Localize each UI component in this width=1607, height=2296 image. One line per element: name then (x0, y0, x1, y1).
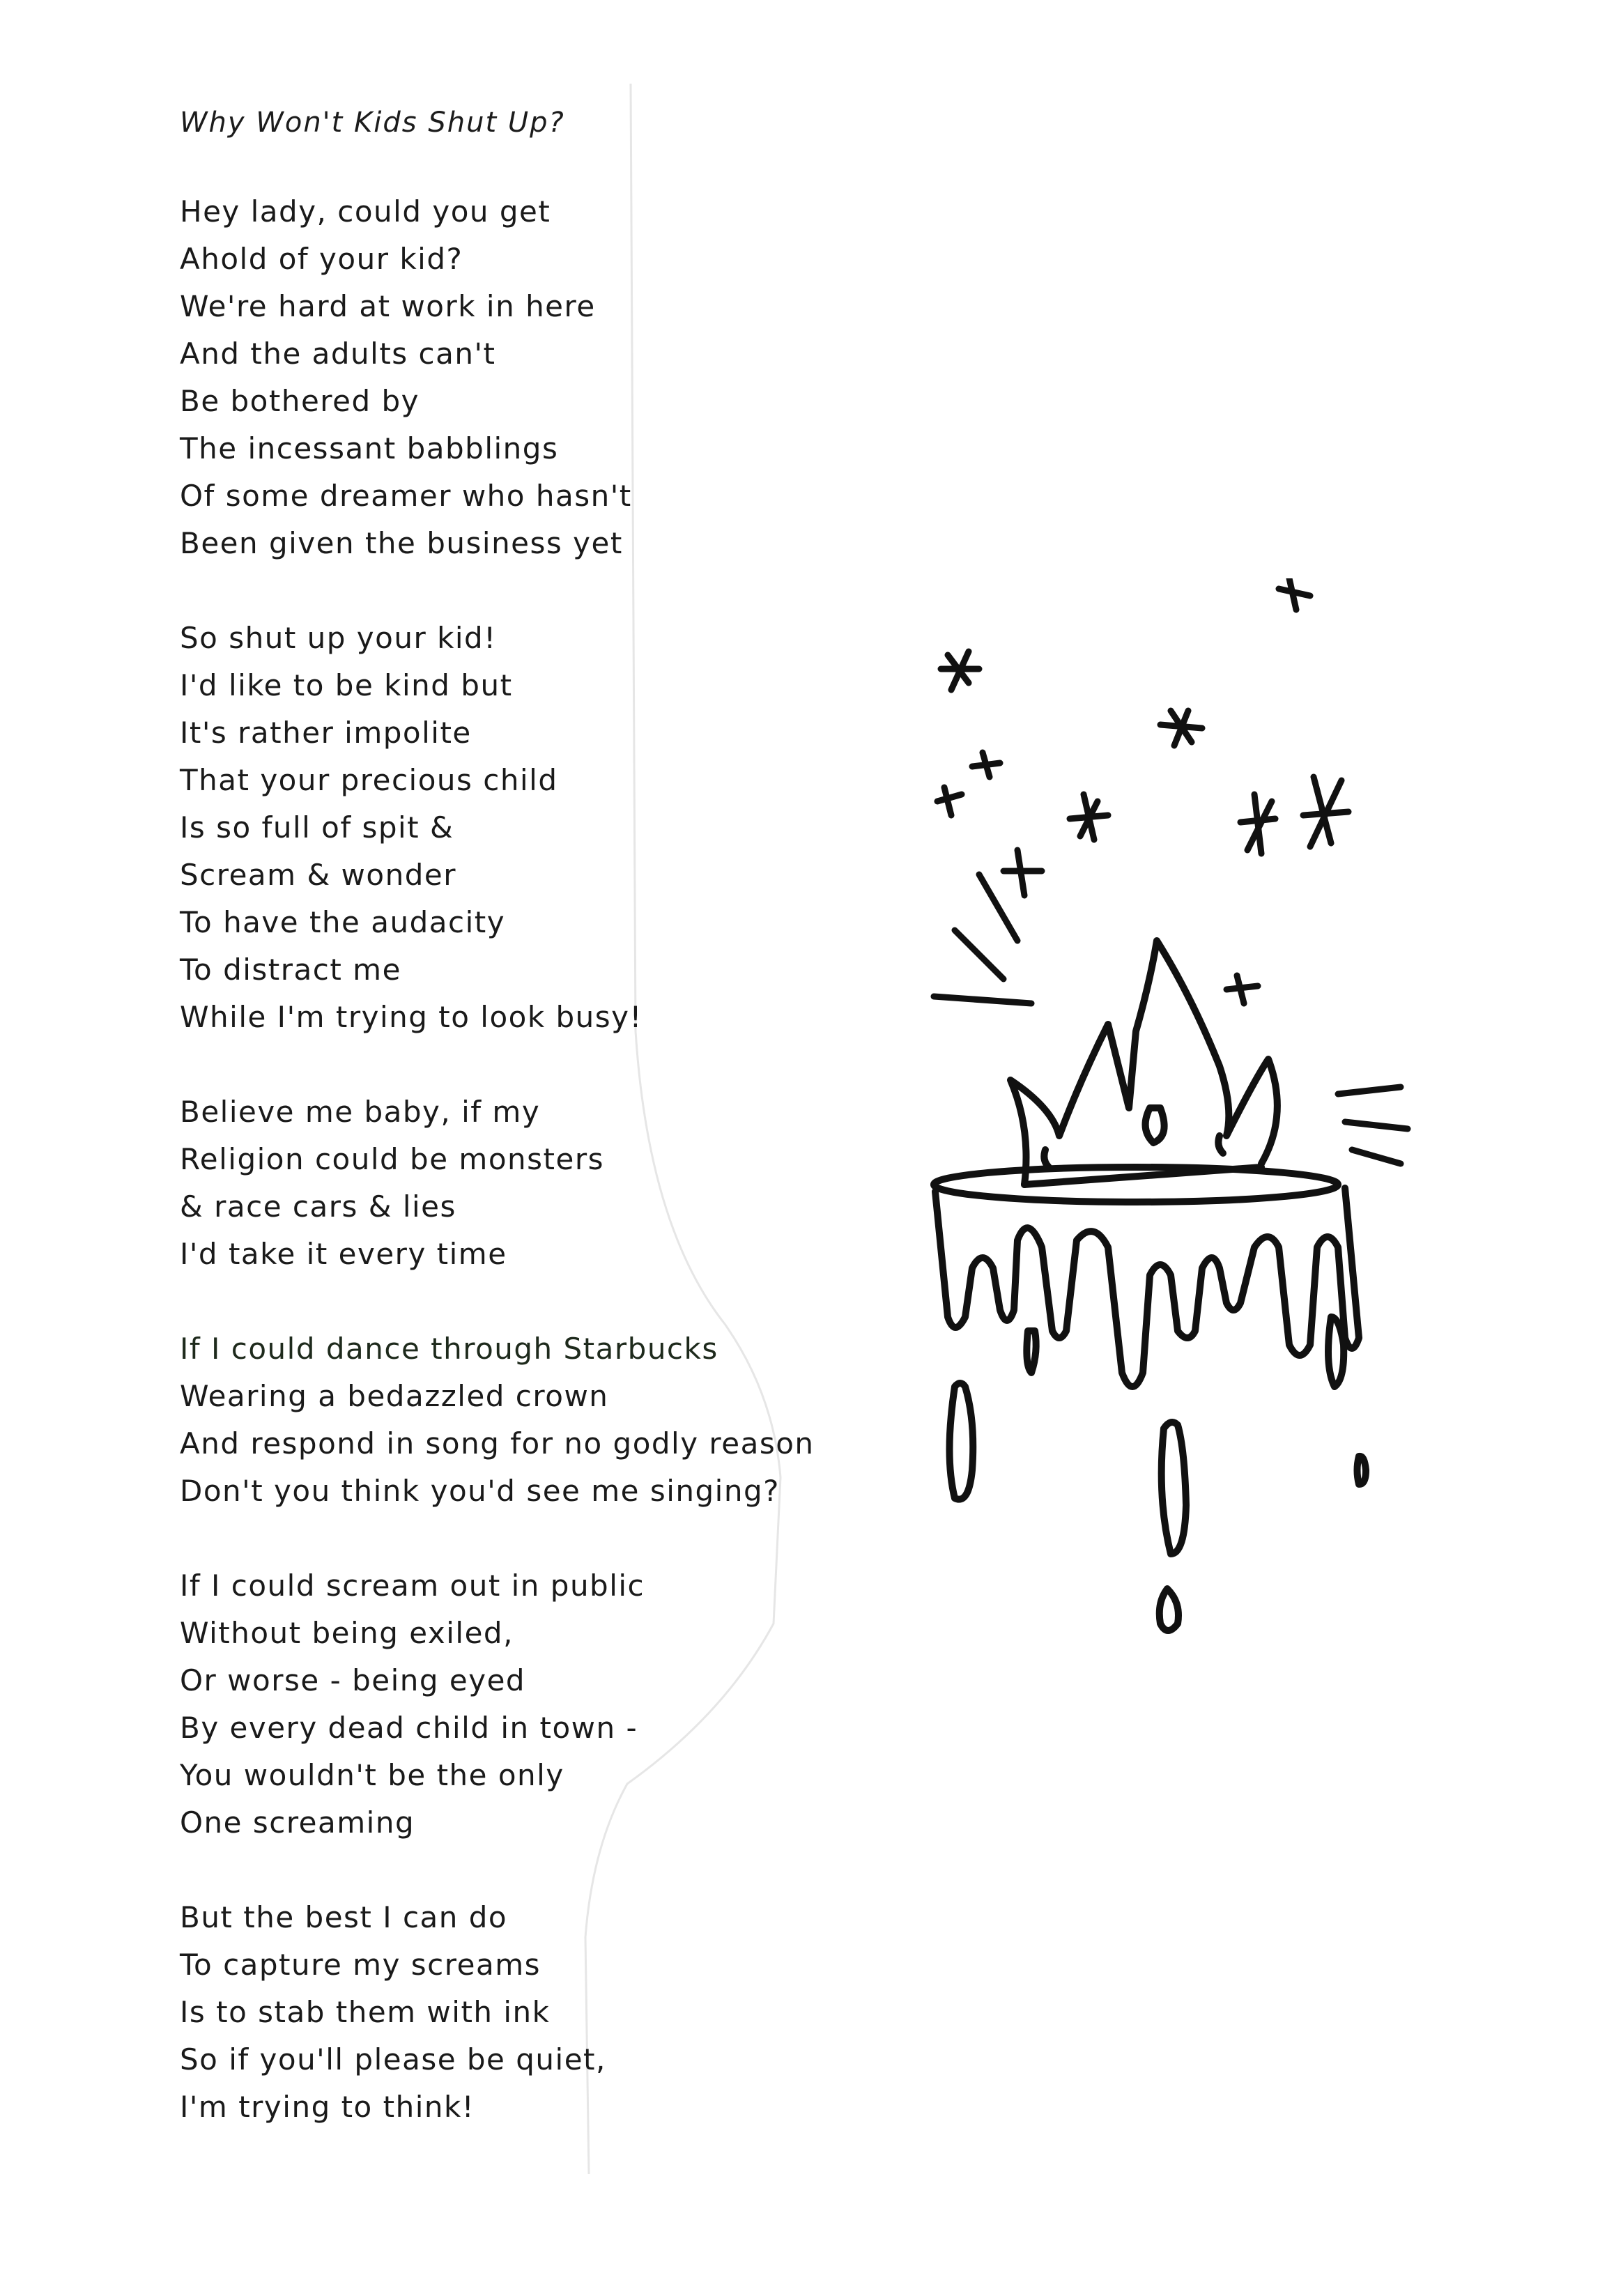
stanza-6 (180, 1894, 807, 2131)
melting-drips (935, 1188, 1366, 1631)
poem-line: I'd like to be kind but (180, 668, 513, 702)
star-icon (1303, 777, 1348, 847)
poem-line: While I'm trying to look busy! (180, 1000, 643, 1034)
poem-line: Without being exiled, (180, 1616, 514, 1650)
poem-line: If I could dance through Starbucks (180, 1332, 718, 1366)
star-icon (1279, 578, 1310, 610)
poem-line: To capture my screams (180, 1948, 541, 1982)
poem-line: Of some dreamer who hasn't (180, 479, 632, 513)
poem-title: Why Won't Kids Shut Up? (180, 107, 565, 139)
star-icon (1004, 850, 1042, 895)
stanza-4 (180, 1325, 815, 1515)
stanza-5 (180, 1562, 807, 1847)
star-icon (941, 652, 979, 690)
poem-line: And respond in song for no godly reason (180, 1426, 815, 1461)
poem-line: That your precious child (180, 763, 558, 797)
poem-line: Or worse - being eyed (180, 1663, 526, 1697)
star-icon (1160, 711, 1202, 746)
poem-line: Be bothered by (180, 384, 420, 418)
poem-line: Hey lady, could you get (180, 194, 551, 229)
poem-line: So shut up your kid! (180, 621, 497, 655)
poem-line: But the best I can do (180, 1900, 508, 1934)
poem-line: To distract me (180, 953, 401, 987)
stars-group (937, 578, 1348, 1003)
poem-line: Is so full of spit & (180, 810, 454, 845)
poem-line: Religion could be monsters (180, 1142, 604, 1176)
poem-line: You wouldn't be the only (180, 1758, 564, 1792)
star-icon (1227, 976, 1258, 1003)
poem-line: To have the audacity (180, 905, 506, 939)
melting-flaming-crown-illustration (927, 578, 1526, 1777)
star-icon (1240, 794, 1275, 854)
star-icon (1070, 794, 1108, 840)
poem (180, 105, 815, 2178)
poem-line: It's rather impolite (180, 716, 472, 750)
poem-line: Is to stab them with ink (180, 1995, 551, 2029)
poem-line: By every dead child in town - (180, 1711, 638, 1745)
poem-line: Ahold of your kid? (180, 242, 463, 276)
poem-line: I'm trying to think! (180, 2090, 475, 2124)
poem-line: The incessant babblings (180, 431, 559, 465)
stanza-1 (180, 188, 807, 567)
melting-flaming-crown-with-stars-icon (927, 578, 1526, 1777)
stanza-3 (180, 1088, 807, 1278)
poem-line: We're hard at work in here (180, 289, 596, 323)
poem-line: I'd take it every time (180, 1237, 507, 1271)
poem-line: & race cars & lies (180, 1189, 456, 1224)
poem-line: One screaming (180, 1805, 415, 1840)
poem-line: Been given the business yet (180, 526, 623, 560)
star-icon (972, 753, 1000, 777)
motion-lines (934, 875, 1408, 1164)
poem-line: Don't you think you'd see me singing? (180, 1474, 780, 1508)
crown-ring (934, 1167, 1338, 1202)
poem-line: So if you'll please be quiet, (180, 2042, 606, 2077)
poem-line: Believe me baby, if my (180, 1095, 541, 1129)
poem-line: If I could scream out in public (180, 1569, 645, 1603)
star-icon (937, 787, 962, 815)
poem-line: Wearing a bedazzled crown (180, 1379, 609, 1413)
poem-line: Scream & wonder (180, 858, 456, 892)
stanza-2 (180, 615, 807, 1041)
poem-line: And the adults can't (180, 337, 496, 371)
